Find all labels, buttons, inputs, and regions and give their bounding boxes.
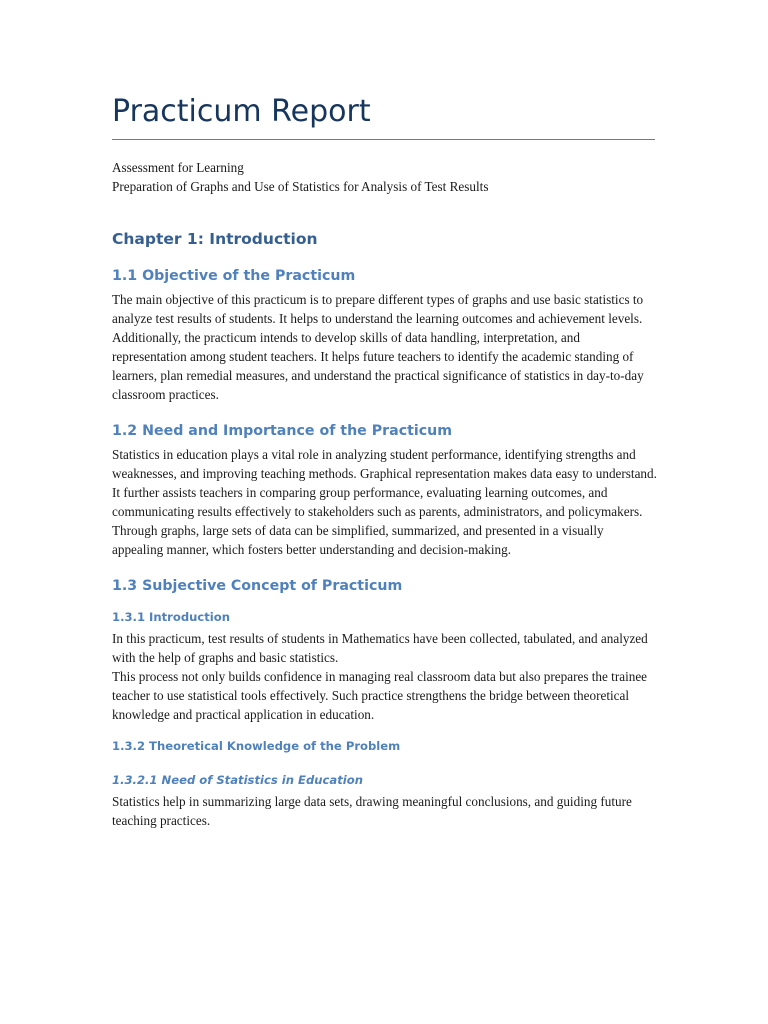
section-1-3-2-heading: 1.3.2 Theoretical Knowledge of the Problem (112, 738, 401, 753)
page-title: Practicum Report (112, 92, 655, 140)
section-1-2-heading: 1.2 Need and Importance of the Practicum (112, 422, 453, 439)
section-1-3-1-heading: 1.3.1 Introduction (112, 609, 230, 624)
subtitle-line-2: Preparation of Graphs and Use of Statistics for Analysis of Test Results (112, 179, 489, 195)
section-1-3-2-1-paragraph-1: Statistics help in summarizing large data sets, drawing meaningful conclusions, and guiding future teaching practices. (112, 793, 632, 828)
section-1-3-2-1-heading: 1.3.2.1 Need of Statistics in Education (112, 772, 363, 787)
section-1-3-1-paragraph-1: In this practicum, test results of students in Mathematics have been collected, tabulated, and analyzed with the help of graphs and basic statistics. (112, 630, 648, 665)
section-1-2-paragraph-2: It further assists teachers in comparing group performance, evaluating learning outcomes, and communicating results effectively to stakeholders such as parents, administrators, and policymakers. Through graphs, large sets of data can be simplified, summarized, and presented in a visually appealing manner, which fosters better understanding and decision-making. (112, 484, 643, 557)
section-1-1-heading: 1.1 Objective of the Practicum (112, 267, 356, 284)
section-1-2-paragraph-1: Statistics in education plays a vital role in analyzing student performance, identifying strengths and weaknesses, and improving teaching methods. Graphical representation makes data easy to understand. (112, 446, 657, 481)
section-1-1-paragraph-1: The main objective of this practicum is to prepare different types of graphs and use basic statistics to analyze test results of students. It helps to understand the learning outcomes and achievement levels. (112, 291, 644, 326)
subtitle-line-1: Assessment for Learning (112, 160, 244, 175)
subtitle-block (112, 158, 656, 197)
section-1-3-heading: 1.3 Subjective Concept of Practicum (112, 577, 403, 594)
section-1-3-1-paragraph-2: This process not only builds confidence in managing real classroom data but also prepares the trainee teacher to use statistical tools effectively. Such practice strengthens the bridge between theoretical knowledge and practical application in education. (112, 668, 648, 722)
chapter-1-heading: Chapter 1: Introduction (112, 229, 318, 248)
section-1-1-paragraph-2: Additionally, the practicum intends to develop skills of data handling, interpretation, and representation among student teachers. It helps future teachers to identify the academic standing of learners, plan remedial measures, and understand the practical significance of statistics in day-to-day classroom practices. (112, 329, 644, 402)
